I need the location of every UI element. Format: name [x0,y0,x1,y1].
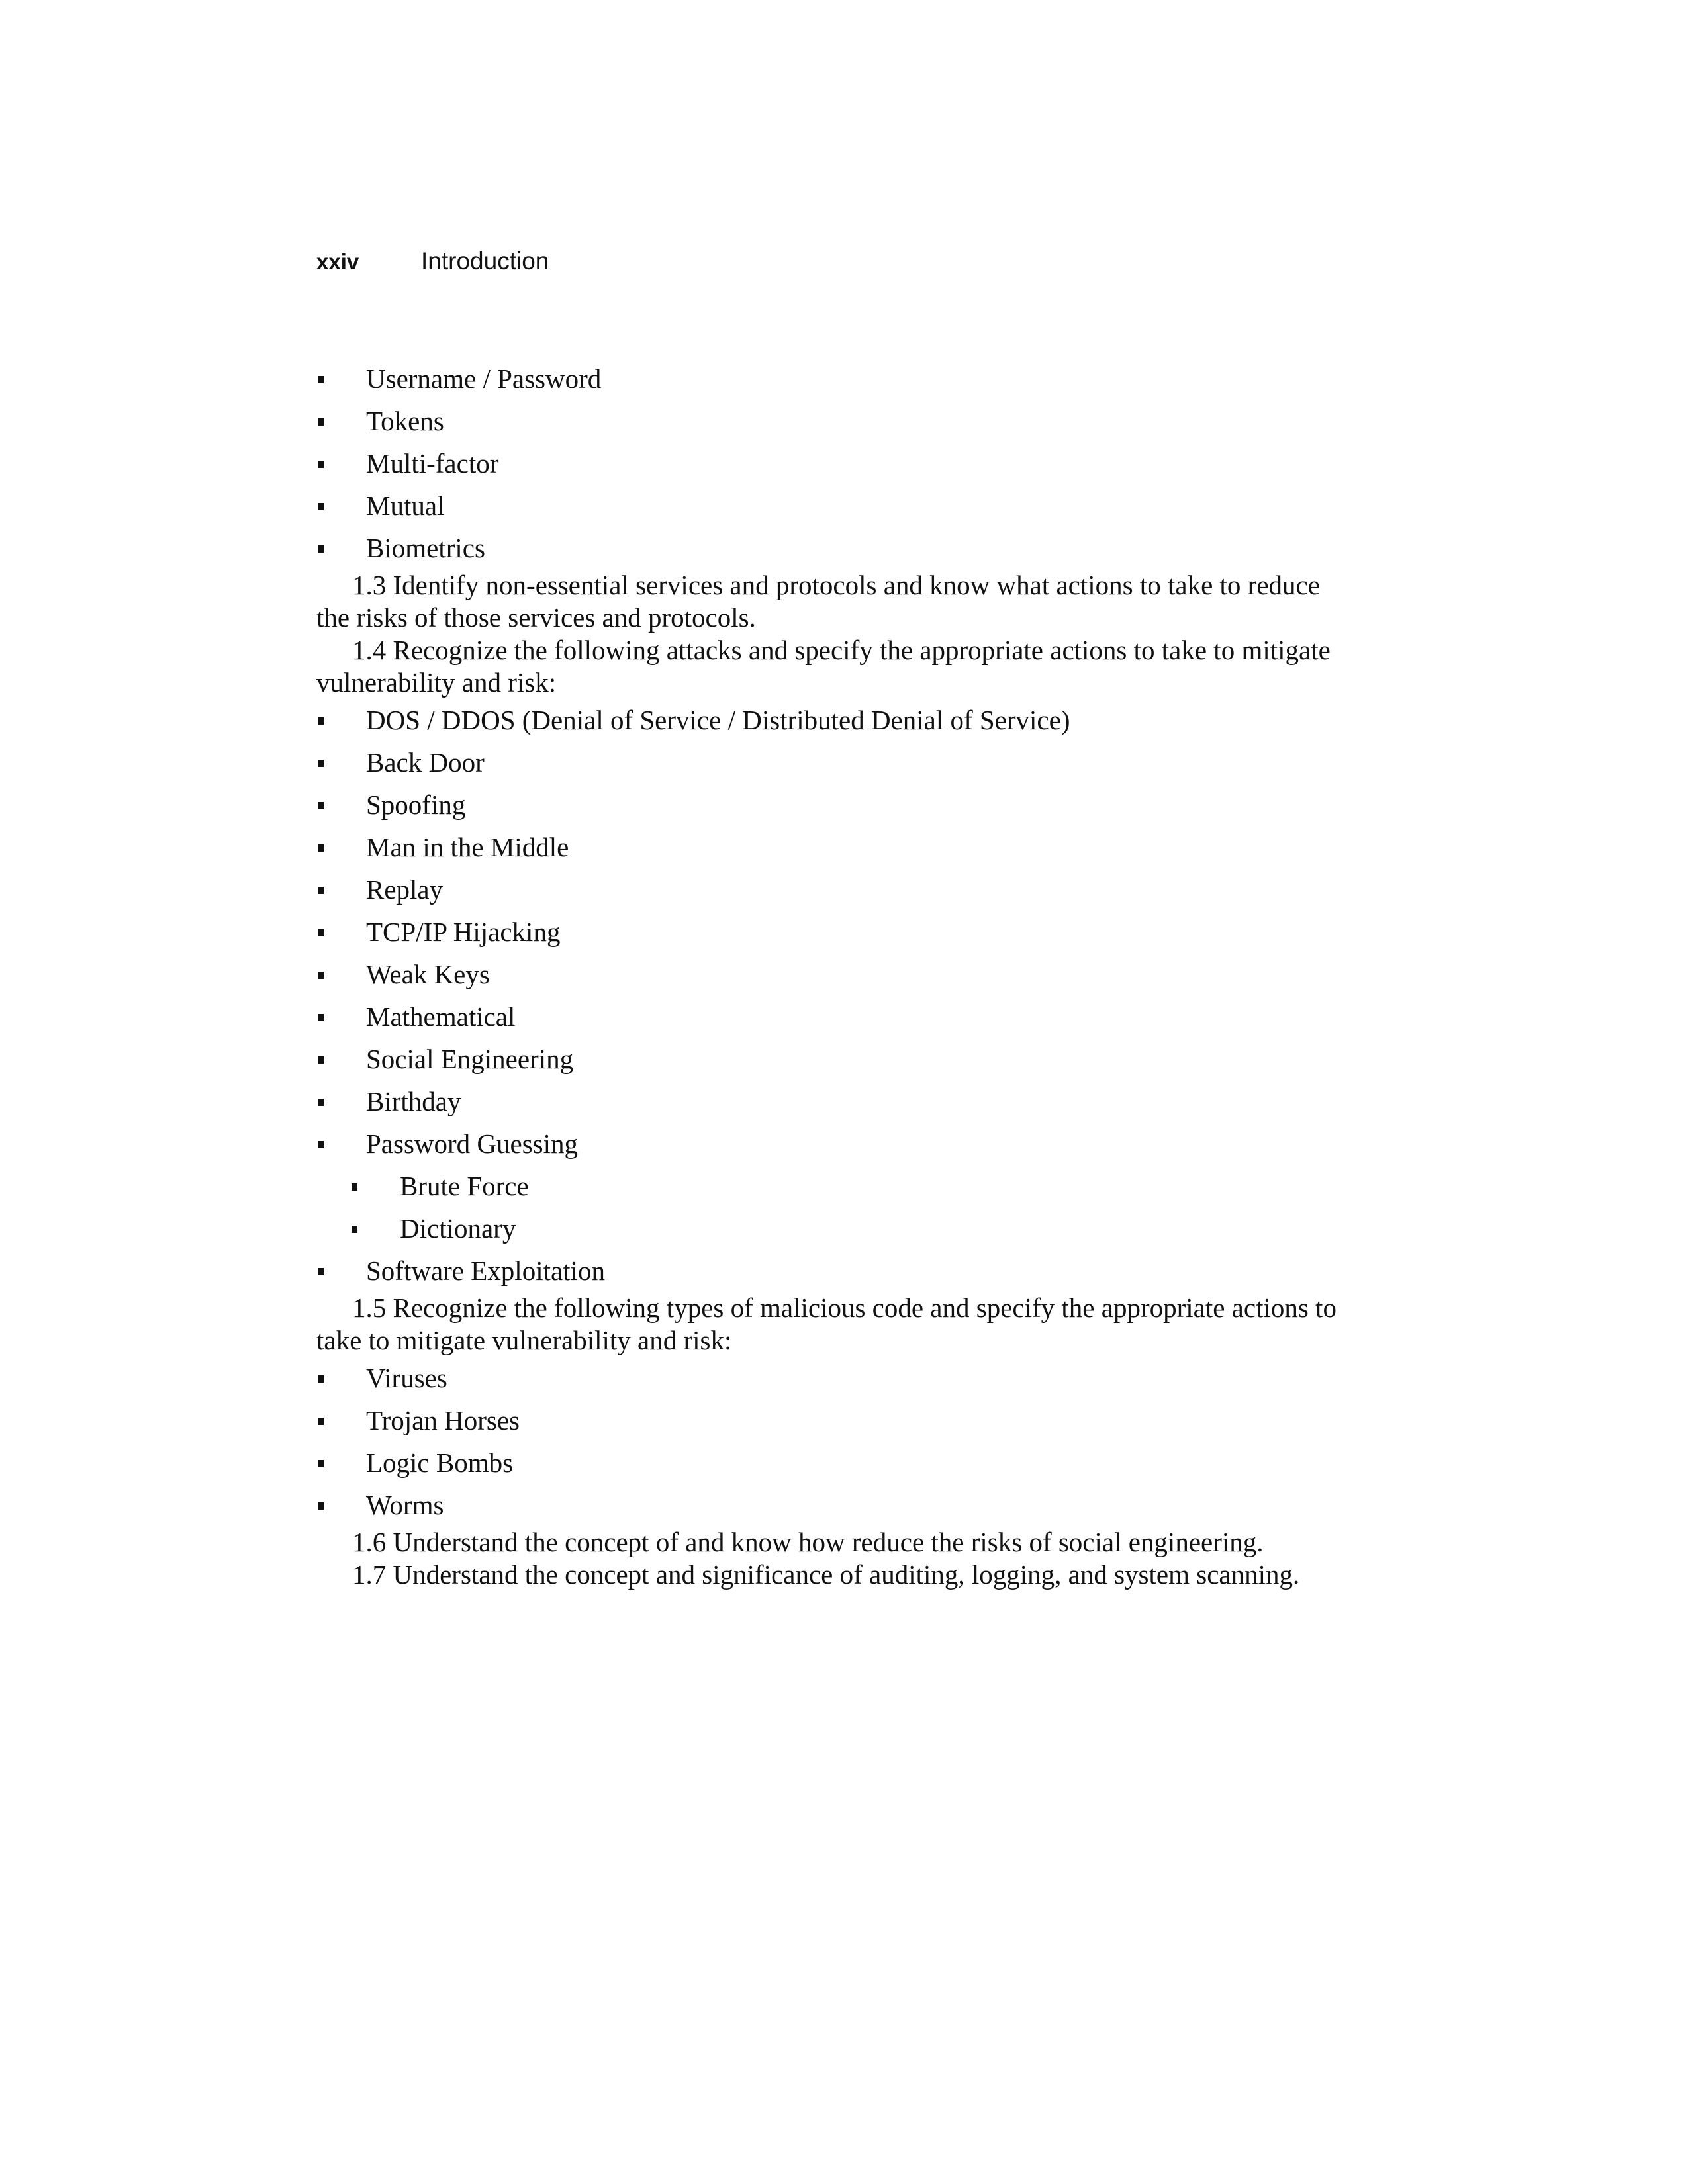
bullet-icon [318,461,324,468]
list-item: Birthday [316,1080,1357,1122]
section-title: Introduction [421,248,549,275]
bullet-icon [318,376,324,383]
list-item: Software Exploitation [316,1250,1357,1292]
bullet-icon [318,1099,324,1106]
objective-1-5: 1.5 Recognize the following types of malicious code and specify the appropriate actions to take to mitigate vulnerability and risk: [316,1293,1336,1355]
malicious-code-list [316,1357,1357,1526]
objective-1-4: 1.4 Recognize the following attacks and specify the appropriate actions to take to mitigate vulnerability and risk: [316,635,1331,698]
objective-1-6: 1.6 Understand the concept of and know how reduce the risks of social engineering. [352,1527,1264,1557]
bullet-icon [352,1183,357,1191]
list-item: Multi-factor [316,442,1357,484]
list-item: Biometrics [316,527,1357,569]
list-item: Back Door [316,741,1357,784]
objective-1-3: 1.3 Identify non-essential services and protocols and know what actions to take to reduce the risks of those services and protocols. [316,570,1320,633]
list-item: DOS / DDOS (Denial of Service / Distributed Denial of Service) [316,699,1357,741]
sub-list-item: Brute Force [316,1165,1357,1207]
bullet-icon [318,760,324,767]
bullet-icon [318,887,324,894]
bullet-icon [318,1375,324,1383]
page-number: xxiv [316,250,359,274]
sub-list-item: Dictionary [316,1207,1357,1250]
list-item: Username / Password [316,357,1357,400]
list-item: Mutual [316,484,1357,527]
list-item: Logic Bombs [316,1441,1357,1484]
list-item: Viruses [316,1357,1357,1399]
bullet-icon [318,1502,324,1510]
bullet-icon [318,545,324,553]
bullet-icon [318,503,324,510]
list-item: TCP/IP Hijacking [316,911,1357,953]
list-item: Man in the Middle [316,826,1357,868]
bullet-icon [318,1014,324,1021]
list-item: Replay [316,868,1357,911]
list-item: Tokens [316,400,1357,442]
list-item: Weak Keys [316,953,1357,995]
bullet-icon [318,1056,324,1064]
list-item: Password Guessing [316,1122,1357,1165]
objective-1-7: 1.7 Understand the concept and significance of auditing, logging, and system scanning. [352,1559,1300,1590]
list-item: Social Engineering [316,1038,1357,1080]
bullet-icon [318,802,324,809]
list-item: Trojan Horses [316,1399,1357,1441]
bullet-icon [318,1460,324,1467]
bullet-icon [318,972,324,979]
running-head [316,245,549,278]
list-item: Spoofing [316,784,1357,826]
bullet-icon [318,418,324,426]
bullet-icon [318,1141,324,1148]
attack-list [316,699,1357,1292]
list-item: Mathematical [316,995,1357,1038]
bullet-icon [318,1418,324,1425]
bullet-icon [318,1268,324,1275]
page-content [316,357,1357,1591]
bullet-icon [352,1226,357,1233]
auth-method-list [316,357,1357,569]
list-item: Worms [316,1484,1357,1526]
bullet-icon [318,844,324,852]
bullet-icon [318,717,324,725]
bullet-icon [318,929,324,936]
